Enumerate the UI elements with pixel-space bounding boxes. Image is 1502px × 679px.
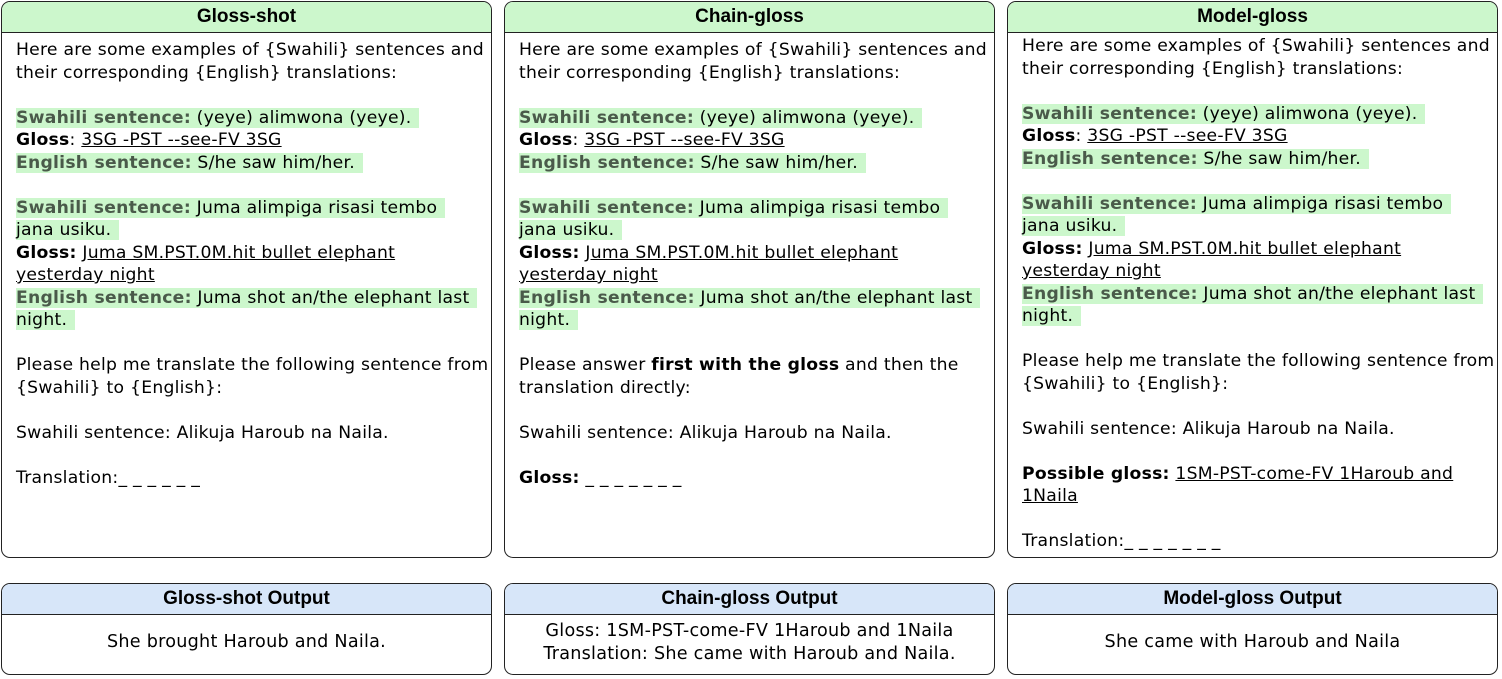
query-sentence: Swahili sentence: Alikuja Haroub na Naila. bbox=[16, 422, 389, 443]
translation-blank: Translation:_ _ _ _ _ _ bbox=[16, 467, 201, 488]
instruction-text: Please help me translate the following sentence from {Swahili} to {English}: bbox=[1022, 351, 1495, 394]
gloss-shot-output-title: Gloss-shot Output bbox=[2, 584, 491, 615]
gloss-shot-output-text: She brought Haroub and Naila. bbox=[106, 632, 387, 652]
chain-gloss-output-panel bbox=[504, 583, 995, 675]
query-sentence: Swahili sentence: Alikuja Haroub na Naila. bbox=[519, 422, 892, 443]
example-2 bbox=[519, 197, 974, 332]
model-gloss-output-panel bbox=[1007, 583, 1498, 675]
gloss-shot-prompt bbox=[2, 33, 491, 489]
example-2-english: English sentence: Juma shot an/the elephant last night. bbox=[519, 288, 980, 331]
instruction-text: Please help me translate the following sentence from {Swahili} to {English}: bbox=[16, 355, 489, 398]
example-1 bbox=[1022, 103, 1497, 171]
chain-gloss-panel bbox=[504, 1, 995, 558]
example-2-gloss: Gloss: Juma SM.PST.0M.hit bullet elephant yesterday night bbox=[519, 242, 899, 285]
instruction-text: Please answer first with the gloss and then the translation directly: bbox=[519, 355, 959, 398]
translation-blank: Translation:_ _ _ _ _ _ _ bbox=[1022, 531, 1221, 551]
example-2 bbox=[1022, 193, 1477, 328]
example-1-source: Swahili sentence: (yeye) alimwona (yeye). bbox=[1022, 104, 1425, 124]
example-2-gloss: Gloss: Juma SM.PST.0M.hit bullet elephant yesterday night bbox=[1022, 238, 1402, 281]
example-1 bbox=[16, 107, 491, 175]
intro-text: Here are some examples of {Swahili} sentences and their corresponding {English} translations: bbox=[1022, 36, 1490, 79]
possible-gloss: Possible gloss: 1SM-PST-come-FV 1Haroub and 1Naila bbox=[1022, 463, 1454, 506]
chain-gloss-prompt bbox=[505, 33, 994, 489]
chain-gloss-output-text: Gloss: 1SM-PST-come-FV 1Haroub and 1Naila Translation: She came with Haroub and Naila. bbox=[543, 621, 956, 664]
example-1-english: English sentence: S/he saw him/her. bbox=[1022, 149, 1369, 169]
example-2-source: Swahili sentence: Juma alimpiga risasi tembo jana usiku. bbox=[519, 198, 948, 241]
chain-gloss-title: Chain-gloss bbox=[505, 2, 994, 33]
gloss-shot-output-panel bbox=[1, 583, 492, 675]
example-1-english: English sentence: S/he saw him/her. bbox=[519, 153, 866, 173]
example-1-gloss: Gloss: 3SG -PST --see-FV 3SG bbox=[1022, 126, 1288, 146]
model-gloss-prompt bbox=[1008, 33, 1497, 553]
example-2-source: Swahili sentence: Juma alimpiga risasi tembo jana usiku. bbox=[1022, 194, 1451, 237]
example-2-gloss: Gloss: Juma SM.PST.0M.hit bullet elephant yesterday night bbox=[16, 242, 396, 285]
gloss-blank: Gloss: _ _ _ _ _ _ _ bbox=[519, 467, 682, 488]
intro-text: Here are some examples of {Swahili} sentences and their corresponding {English} translations: bbox=[519, 40, 987, 83]
example-2-source: Swahili sentence: Juma alimpiga risasi tembo jana usiku. bbox=[16, 198, 445, 241]
gloss-shot-title: Gloss-shot bbox=[2, 2, 491, 33]
model-gloss-output-title: Model-gloss Output bbox=[1008, 584, 1497, 615]
chain-gloss-output-title: Chain-gloss Output bbox=[505, 584, 994, 615]
intro-text: Here are some examples of {Swahili} sentences and their corresponding {English} translations: bbox=[16, 40, 484, 83]
query-sentence: Swahili sentence: Alikuja Haroub na Naila. bbox=[1022, 418, 1395, 439]
example-1-gloss: Gloss: 3SG -PST --see-FV 3SG bbox=[519, 130, 785, 150]
model-gloss-output-text: She came with Haroub and Naila bbox=[1104, 632, 1401, 652]
example-1-source: Swahili sentence: (yeye) alimwona (yeye). bbox=[519, 108, 922, 128]
example-1-english: English sentence: S/he saw him/her. bbox=[16, 153, 363, 173]
example-2-english: English sentence: Juma shot an/the elephant last night. bbox=[16, 288, 477, 331]
example-2 bbox=[16, 197, 471, 332]
model-gloss-panel bbox=[1007, 1, 1498, 558]
example-2-english: English sentence: Juma shot an/the elephant last night. bbox=[1022, 284, 1483, 327]
example-1-source: Swahili sentence: (yeye) alimwona (yeye). bbox=[16, 108, 419, 128]
example-1 bbox=[519, 107, 994, 175]
model-gloss-title: Model-gloss bbox=[1008, 2, 1497, 33]
gloss-shot-panel bbox=[1, 1, 492, 558]
example-1-gloss: Gloss: 3SG -PST --see-FV 3SG bbox=[16, 130, 282, 150]
